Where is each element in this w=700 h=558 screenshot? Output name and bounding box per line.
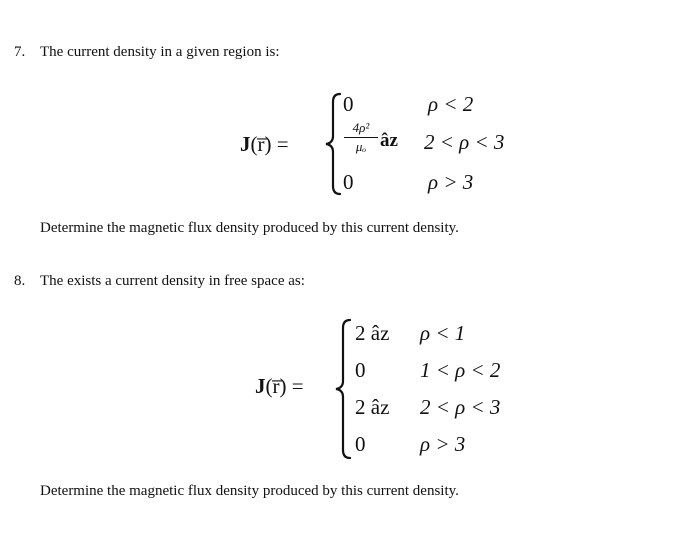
fraction-denominator: μₒ	[355, 139, 367, 154]
equation-lhs: J(r̅) =	[240, 132, 289, 156]
case-condition: 2 < ρ < 3	[424, 130, 505, 154]
equation-lhs: J(r̅) =	[255, 374, 304, 398]
case-condition: ρ < 2	[428, 92, 474, 116]
case-value: 0	[343, 92, 354, 116]
unit-vector: âz	[380, 130, 398, 151]
problem-prompt: Determine the magnetic flux density produced by this current density.	[40, 220, 459, 236]
case-condition: 2 < ρ < 3	[420, 395, 501, 419]
problem-number: 7.	[14, 44, 26, 60]
case-condition: ρ > 3	[428, 170, 474, 194]
case-value: 2 âz	[355, 321, 390, 345]
case-value: 0	[355, 358, 366, 382]
problem-prompt: Determine the magnetic flux density produced by this current density.	[40, 483, 459, 499]
fraction-bar	[344, 137, 378, 138]
case-condition: ρ > 3	[420, 432, 466, 456]
problem-number: 8.	[14, 273, 26, 289]
fraction-numerator: 4ρ²	[352, 120, 370, 135]
problem-statement: The exists a current density in free space as:	[40, 273, 305, 289]
case-condition: 1 < ρ < 2	[420, 358, 501, 382]
fraction	[344, 120, 378, 155]
case-value: 0	[343, 170, 354, 194]
case-value: 2 âz	[355, 395, 390, 419]
case-condition: ρ < 1	[420, 321, 466, 345]
left-brace	[322, 92, 342, 196]
case-value: 0	[355, 432, 366, 456]
problem-statement: The current density in a given region is:	[40, 44, 280, 60]
left-brace	[332, 318, 352, 460]
